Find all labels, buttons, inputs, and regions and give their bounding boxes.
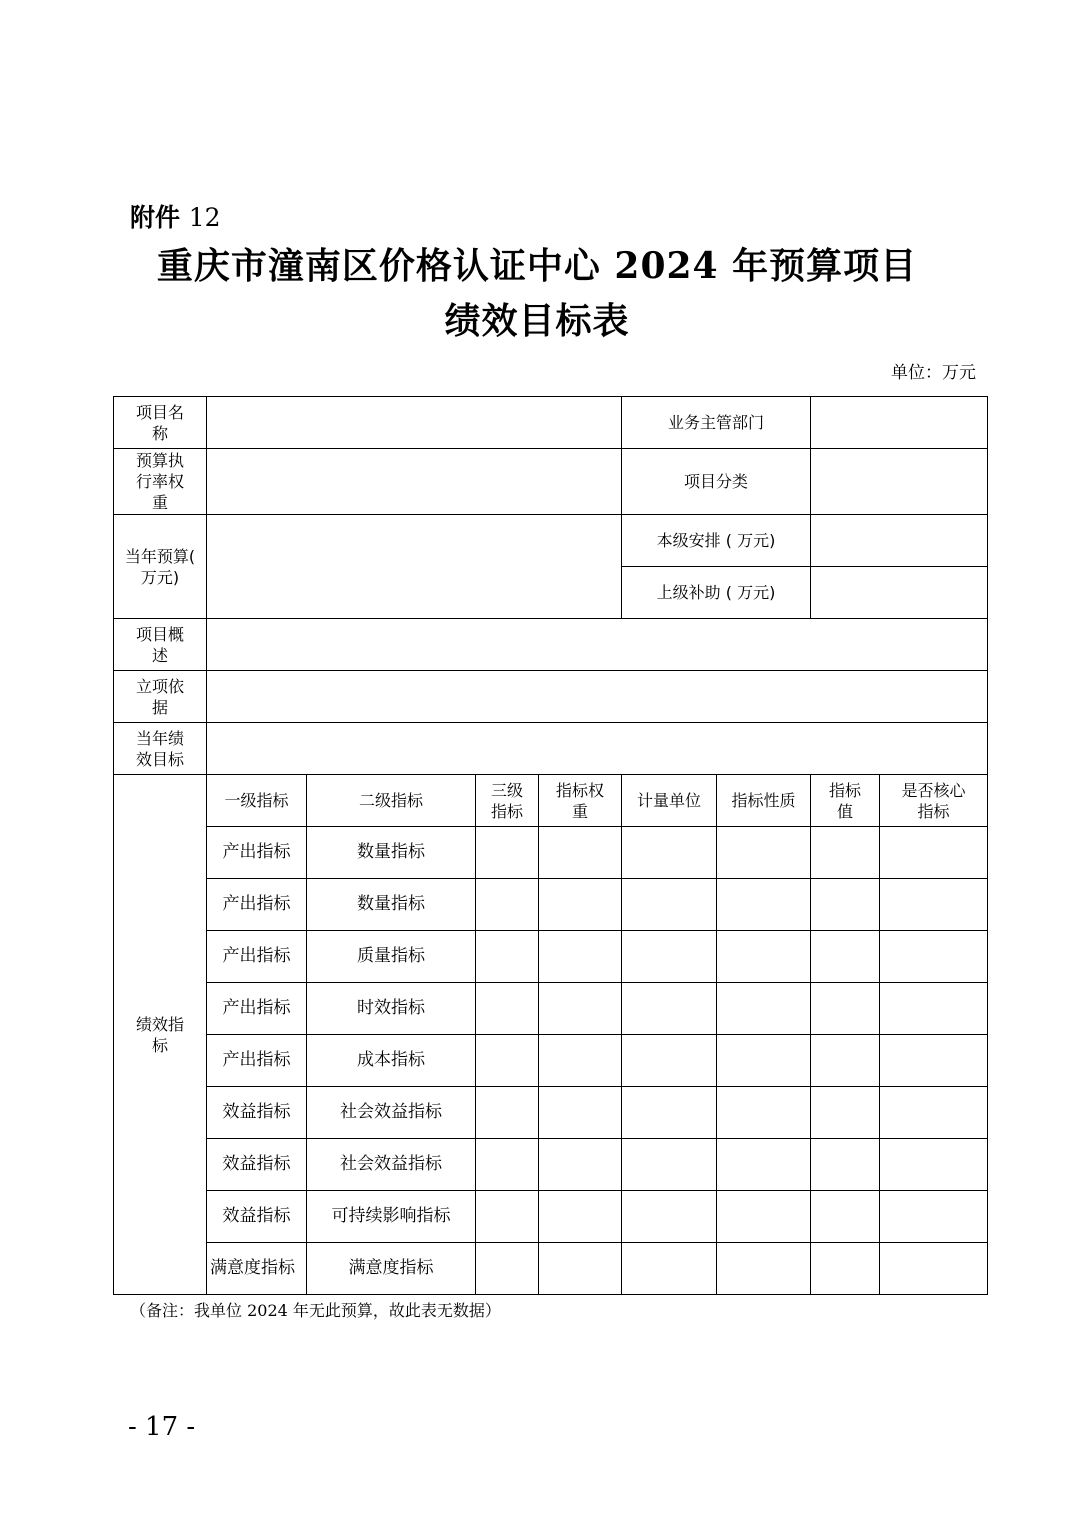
column-header: 指标性质 — [717, 775, 811, 827]
project-category-value[interactable] — [811, 449, 988, 515]
indicator-value-cell[interactable] — [880, 1139, 988, 1191]
indicator-value-cell[interactable] — [717, 1243, 811, 1295]
indicator-value-cell[interactable] — [811, 983, 880, 1035]
indicator-value-cell[interactable] — [880, 1087, 988, 1139]
indicator-value-cell[interactable] — [476, 1035, 539, 1087]
label-project-name: 项目名称 — [114, 397, 207, 449]
label-local-arrangement: 本级安排 ( 万元) — [622, 515, 811, 567]
indicator-value-cell[interactable] — [622, 1243, 717, 1295]
column-header: 三级指标 — [476, 775, 539, 827]
footnote: （备注：我单位 2024 年无此预算，故此表无数据） — [130, 1301, 501, 1320]
label-annual-budget: 当年预算( 万元) — [114, 515, 207, 619]
project-name-value[interactable] — [207, 397, 622, 449]
column-header: 一级指标 — [207, 775, 307, 827]
level1-indicator: 满意度指标 — [207, 1243, 307, 1295]
indicator-value-cell[interactable] — [476, 1139, 539, 1191]
indicator-value-cell[interactable] — [622, 1087, 717, 1139]
indicator-value-cell[interactable] — [476, 1191, 539, 1243]
level1-indicator: 产出指标 — [207, 827, 307, 879]
indicator-value-cell[interactable] — [811, 879, 880, 931]
indicator-value-cell[interactable] — [622, 931, 717, 983]
indicator-value-cell[interactable] — [880, 1191, 988, 1243]
indicator-value-cell[interactable] — [717, 931, 811, 983]
basis-value[interactable] — [207, 671, 988, 723]
label-basis: 立项依据 — [114, 671, 207, 723]
indicator-value-cell[interactable] — [476, 931, 539, 983]
indicator-value-cell[interactable] — [539, 827, 622, 879]
annual-goal-value[interactable] — [207, 723, 988, 775]
indicator-value-cell[interactable] — [717, 1139, 811, 1191]
level1-indicator: 效益指标 — [207, 1191, 307, 1243]
table-row — [114, 723, 988, 775]
attachment-label — [130, 198, 221, 234]
overview-value[interactable] — [207, 619, 988, 671]
indicator-value-cell[interactable] — [539, 1139, 622, 1191]
indicator-row — [114, 983, 988, 1035]
level1-indicator: 产出指标 — [207, 983, 307, 1035]
indicator-row — [114, 1139, 988, 1191]
level2-indicator: 时效指标 — [307, 983, 476, 1035]
level2-indicator: 社会效益指标 — [307, 1139, 476, 1191]
indicator-value-cell[interactable] — [476, 1243, 539, 1295]
attachment-number: 12 — [188, 203, 221, 232]
label-annual-goal: 当年绩效目标 — [114, 723, 207, 775]
indicator-value-cell[interactable] — [880, 1243, 988, 1295]
indicator-value-cell[interactable] — [880, 931, 988, 983]
level2-indicator: 满意度指标 — [307, 1243, 476, 1295]
indicator-row — [114, 879, 988, 931]
indicator-value-cell[interactable] — [880, 983, 988, 1035]
indicator-value-cell[interactable] — [880, 879, 988, 931]
table-row — [114, 515, 988, 567]
label-overview: 项目概述 — [114, 619, 207, 671]
indicator-value-cell[interactable] — [880, 1035, 988, 1087]
level2-indicator: 成本指标 — [307, 1035, 476, 1087]
indicator-value-cell[interactable] — [539, 1243, 622, 1295]
annual-budget-value[interactable] — [207, 515, 622, 619]
label-project-category: 项目分类 — [622, 449, 811, 515]
indicator-value-cell[interactable] — [622, 879, 717, 931]
indicator-value-cell[interactable] — [539, 879, 622, 931]
indicator-value-cell[interactable] — [476, 827, 539, 879]
unit-label: 单位：万元 — [891, 363, 976, 383]
performance-target-table — [113, 396, 988, 1295]
attachment-prefix: 附件 — [130, 203, 181, 232]
indicator-value-cell[interactable] — [539, 1035, 622, 1087]
indicator-value-cell[interactable] — [717, 879, 811, 931]
indicator-value-cell[interactable] — [811, 931, 880, 983]
table-row — [114, 449, 988, 515]
indicator-value-cell[interactable] — [476, 983, 539, 1035]
label-exec-weight: 预算执行率权重 — [114, 449, 207, 515]
indicator-value-cell[interactable] — [717, 1035, 811, 1087]
exec-weight-value[interactable] — [207, 449, 622, 515]
table-row — [114, 671, 988, 723]
level2-indicator: 可持续影响指标 — [307, 1191, 476, 1243]
indicator-value-cell[interactable] — [811, 1243, 880, 1295]
level2-indicator: 数量指标 — [307, 827, 476, 879]
indicator-value-cell[interactable] — [622, 1139, 717, 1191]
indicator-value-cell[interactable] — [539, 1087, 622, 1139]
indicator-row — [114, 1243, 988, 1295]
indicator-value-cell[interactable] — [811, 1087, 880, 1139]
dept-value[interactable] — [811, 397, 988, 449]
page-number: - 17 - — [128, 1412, 196, 1442]
indicator-value-cell[interactable] — [539, 1191, 622, 1243]
indicator-header-row — [114, 775, 988, 827]
label-dept: 业务主管部门 — [622, 397, 811, 449]
level2-indicator: 质量指标 — [307, 931, 476, 983]
level1-indicator: 效益指标 — [207, 1087, 307, 1139]
indicator-value-cell[interactable] — [811, 1139, 880, 1191]
indicator-row — [114, 931, 988, 983]
indicator-value-cell[interactable] — [622, 1035, 717, 1087]
level1-indicator: 产出指标 — [207, 931, 307, 983]
indicator-value-cell[interactable] — [811, 1035, 880, 1087]
indicator-value-cell[interactable] — [811, 827, 880, 879]
indicator-value-cell[interactable] — [476, 1087, 539, 1139]
label-indicators: 绩效指标 — [114, 775, 207, 1295]
level1-indicator: 产出指标 — [207, 879, 307, 931]
column-header: 指标值 — [811, 775, 880, 827]
indicator-value-cell[interactable] — [880, 827, 988, 879]
level2-indicator: 社会效益指标 — [307, 1087, 476, 1139]
indicator-value-cell[interactable] — [539, 931, 622, 983]
indicator-value-cell[interactable] — [539, 983, 622, 1035]
level1-indicator: 产出指标 — [207, 1035, 307, 1087]
indicator-value-cell[interactable] — [622, 827, 717, 879]
level1-indicator: 效益指标 — [207, 1139, 307, 1191]
column-header: 是否核心指标 — [880, 775, 988, 827]
column-header: 计量单位 — [622, 775, 717, 827]
column-header: 二级指标 — [307, 775, 476, 827]
indicator-value-cell[interactable] — [717, 1087, 811, 1139]
table-row — [114, 397, 988, 449]
indicator-value-cell[interactable] — [476, 879, 539, 931]
indicator-value-cell[interactable] — [622, 1191, 717, 1243]
document-title-line1: 重庆市潼南区价格认证中心 2024 年预算项目 — [156, 245, 918, 287]
indicator-row — [114, 1087, 988, 1139]
table-body — [114, 397, 988, 1295]
indicator-value-cell[interactable] — [717, 983, 811, 1035]
table-row — [114, 619, 988, 671]
label-upper-subsidy: 上级补助 ( 万元) — [622, 567, 811, 619]
indicator-value-cell[interactable] — [717, 1191, 811, 1243]
indicator-value-cell[interactable] — [811, 1191, 880, 1243]
indicator-row — [114, 827, 988, 879]
indicator-value-cell[interactable] — [622, 983, 717, 1035]
column-header: 指标权重 — [539, 775, 622, 827]
upper-subsidy-value[interactable] — [811, 567, 988, 619]
local-arrangement-value[interactable] — [811, 515, 988, 567]
document-title-line2: 绩效目标表 — [444, 300, 630, 342]
indicator-row — [114, 1191, 988, 1243]
indicator-row — [114, 1035, 988, 1087]
indicator-value-cell[interactable] — [717, 827, 811, 879]
level2-indicator: 数量指标 — [307, 879, 476, 931]
